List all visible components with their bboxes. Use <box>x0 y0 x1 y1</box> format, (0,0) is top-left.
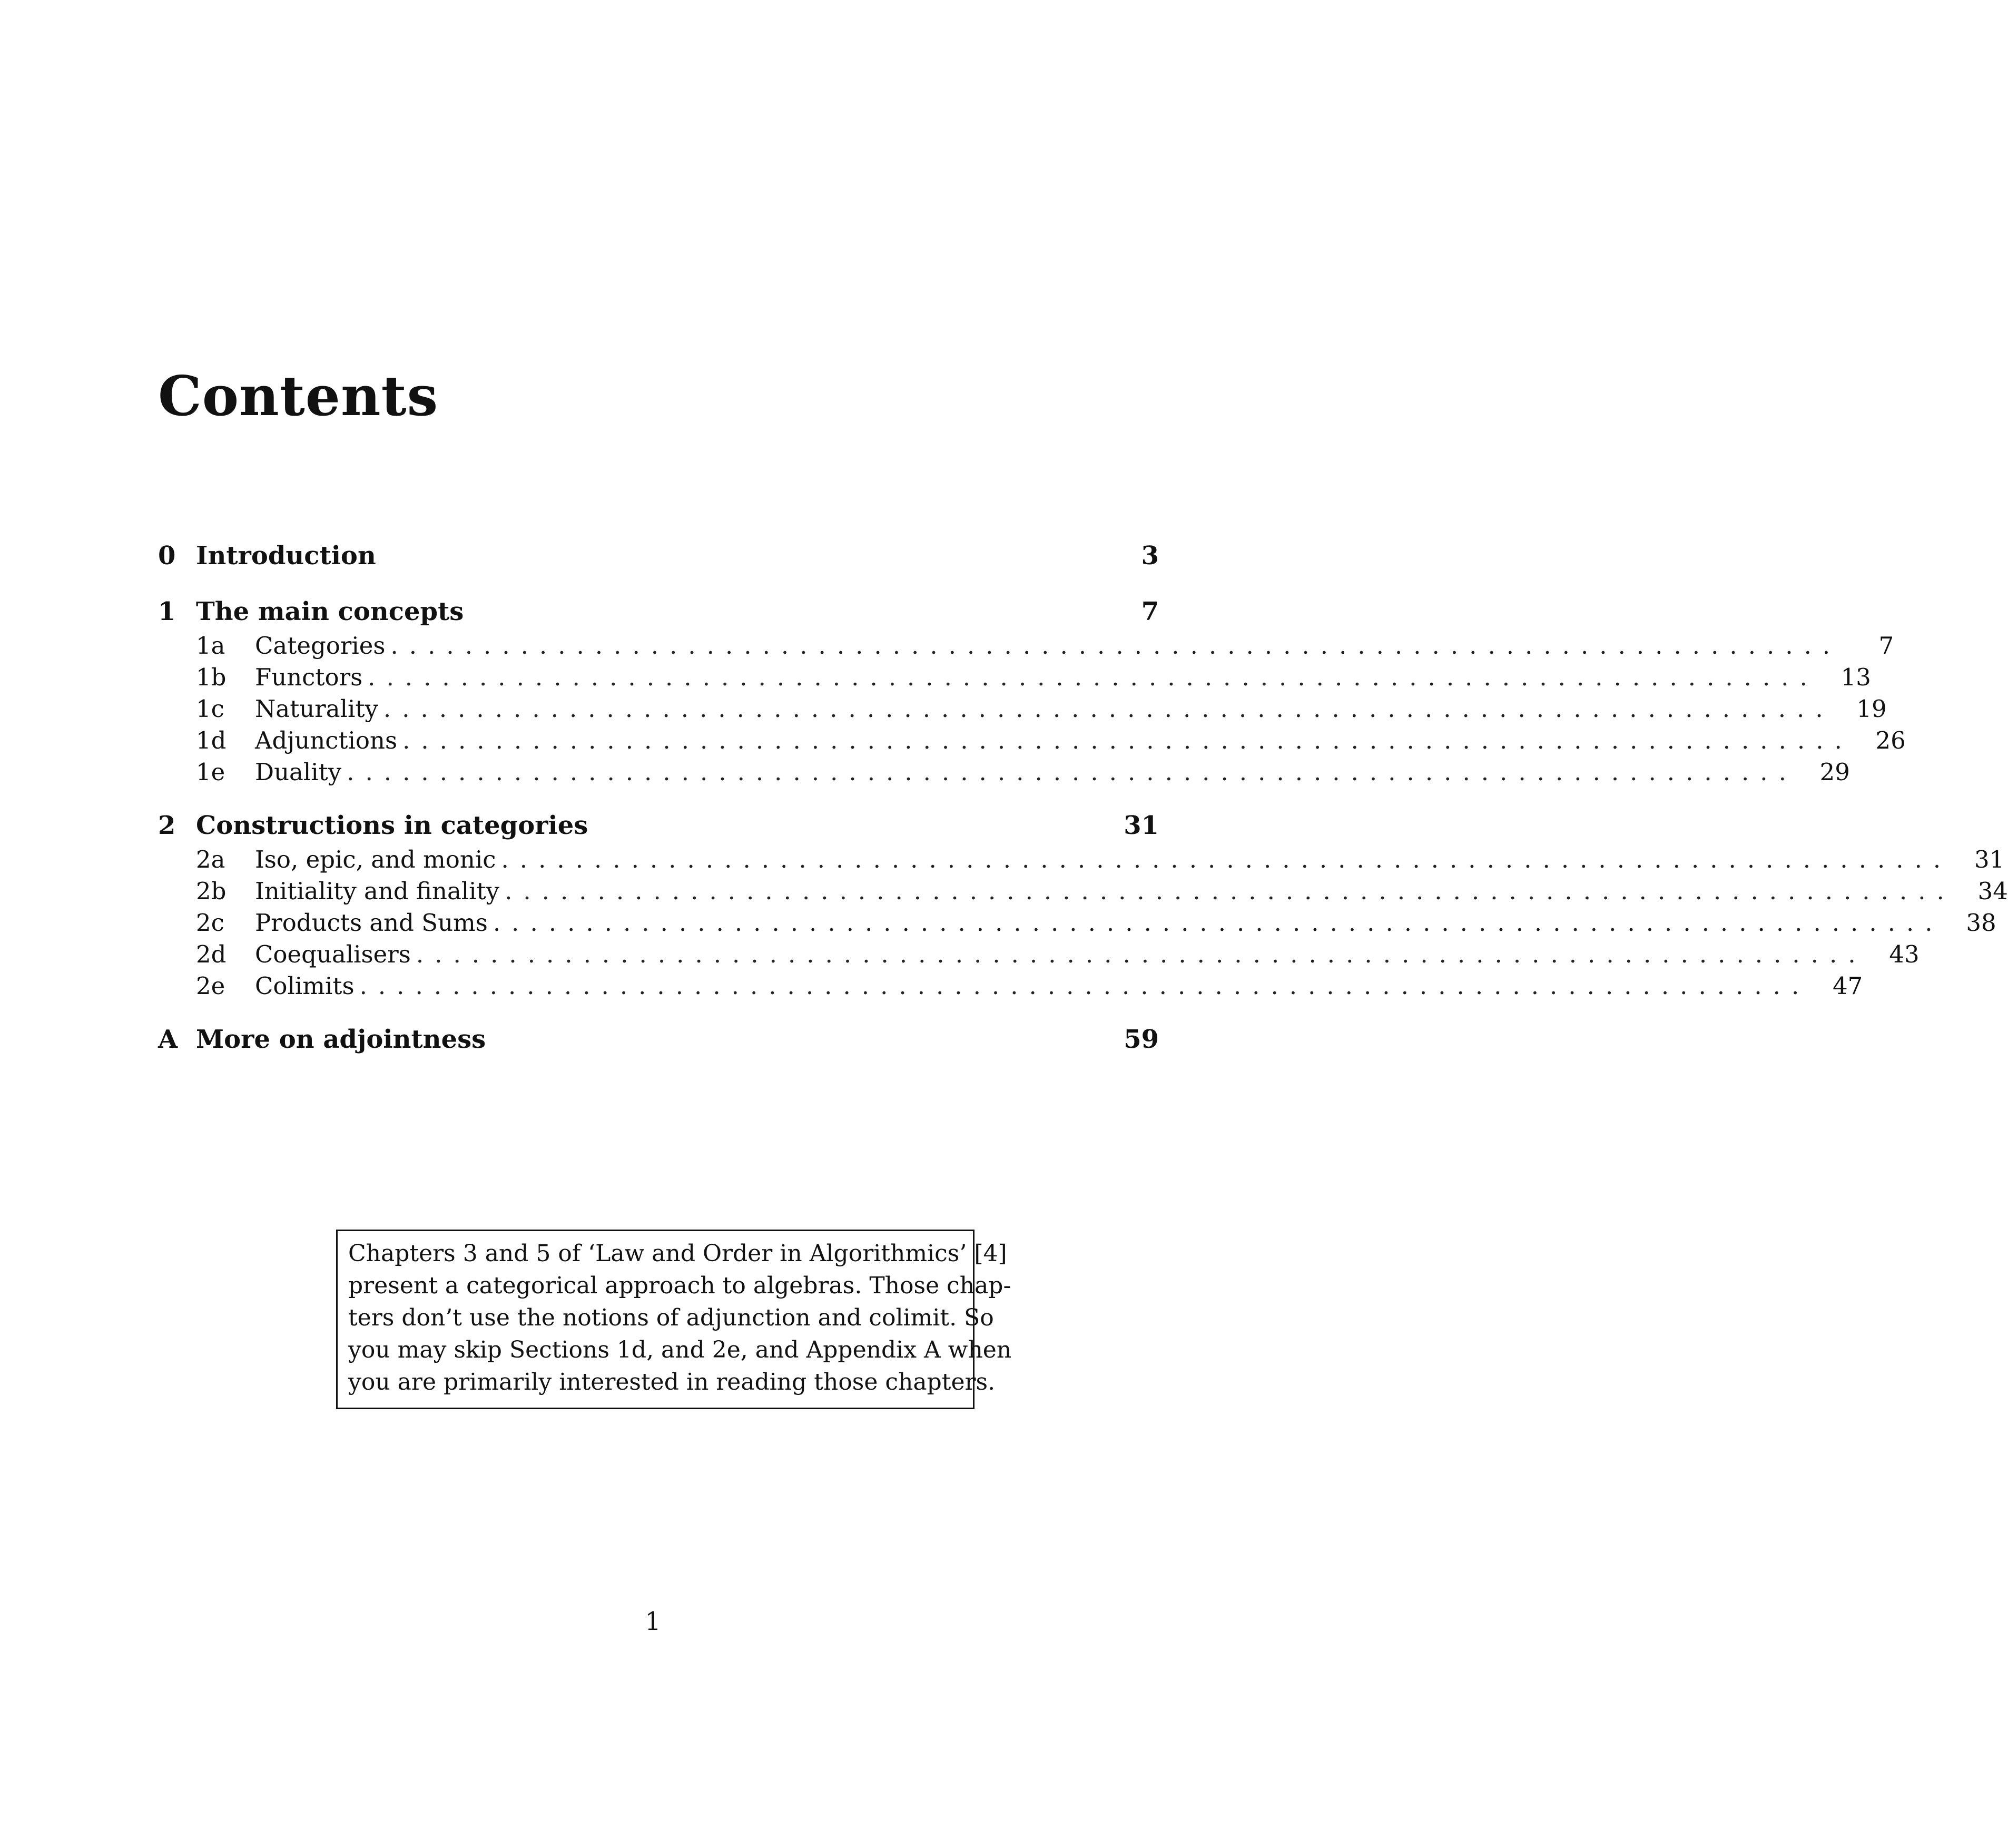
section-title: Naturality <box>255 695 378 723</box>
section-title: Functors <box>255 663 363 691</box>
section-page: 43 <box>1889 940 1920 968</box>
toc-chapter-1 <box>158 593 1906 788</box>
page-title: Contents <box>158 363 439 428</box>
dot-leader: .............................................................................. <box>359 972 1810 1000</box>
dot-leader: .............................................................................. <box>501 846 1952 873</box>
section-number: 2e <box>196 972 225 1000</box>
chapter-page: 31 <box>1124 811 1159 840</box>
toc-chapter-0 <box>158 537 1159 574</box>
chapter-title: Introduction <box>196 541 376 571</box>
note-line: Chapters 3 and 5 of ‘Law and Order in Algorithmics’ [4] <box>348 1240 1007 1267</box>
section-row[interactable] <box>158 970 1863 1002</box>
toc-chapter-2 <box>158 807 2008 1002</box>
chapter-number: 1 <box>158 597 176 626</box>
section-row[interactable] <box>158 693 1887 725</box>
chapter-title: The main concepts <box>196 597 464 626</box>
boxed-note <box>336 1230 1012 1409</box>
section-row[interactable] <box>158 907 1996 939</box>
section-page: 47 <box>1833 972 1863 1000</box>
section-page: 34 <box>1977 877 2008 905</box>
toc-appendix-a <box>158 1021 1159 1058</box>
dot-leader: .............................................................................. <box>416 940 1867 968</box>
section-title: Adjunctions <box>255 726 398 754</box>
section-row[interactable] <box>158 662 1871 693</box>
section-page: 19 <box>1856 695 1887 723</box>
section-title: Colimits <box>255 972 355 1000</box>
section-number: 2d <box>196 940 227 968</box>
section-title: Iso, epic, and monic <box>255 846 496 873</box>
section-number: 1b <box>196 663 227 691</box>
section-number: 1e <box>196 758 225 786</box>
chapter-row[interactable] <box>158 537 1159 574</box>
dot-leader: .............................................................................. <box>390 632 1842 660</box>
section-row[interactable] <box>158 630 1894 662</box>
section-page: 13 <box>1840 663 1871 691</box>
dot-leader: .............................................................................. <box>402 726 1853 754</box>
section-number: 1a <box>196 632 225 660</box>
section-row[interactable] <box>158 844 2005 876</box>
section-number: 1d <box>196 726 227 754</box>
chapter-page: 3 <box>1141 541 1159 571</box>
chapter-row[interactable] <box>158 593 1159 630</box>
chapter-page: 7 <box>1141 597 1159 626</box>
chapter-number: A <box>158 1025 178 1054</box>
section-title: Products and Sums <box>255 909 488 937</box>
section-number: 2a <box>196 846 225 873</box>
section-title: Coequalisers <box>255 940 411 968</box>
section-page: 31 <box>1974 846 2005 873</box>
section-number: 2c <box>196 909 224 937</box>
chapter-row[interactable] <box>158 807 1159 844</box>
section-page: 38 <box>1966 909 1996 937</box>
dot-leader: .............................................................................. <box>505 877 1955 905</box>
note-line: ters don’t use the notions of adjunction and colimit. So <box>348 1304 994 1331</box>
dot-leader: .............................................................................. <box>368 663 1818 691</box>
chapter-title: Constructions in categories <box>196 811 588 840</box>
table-of-contents <box>158 537 2008 1077</box>
section-row[interactable] <box>158 756 1850 788</box>
section-row[interactable] <box>158 876 2008 907</box>
chapter-row[interactable] <box>158 1021 1159 1058</box>
chapter-number: 2 <box>158 811 176 840</box>
note-line: you are primarily interested in reading those chapters. <box>348 1369 996 1395</box>
section-row[interactable] <box>158 725 1906 756</box>
section-number: 1c <box>196 695 224 723</box>
section-number: 2b <box>196 877 227 905</box>
section-page: 29 <box>1819 758 1850 786</box>
dot-leader: .............................................................................. <box>493 909 1944 937</box>
note-line: you may skip Sections 1d, and 2e, and Appendix A when <box>348 1336 1012 1363</box>
section-page: 7 <box>1878 632 1894 660</box>
dot-leader: .............................................................................. <box>383 695 1834 723</box>
page-number: 1 <box>645 1607 661 1636</box>
section-row[interactable] <box>158 939 1920 970</box>
section-title: Categories <box>255 632 386 660</box>
section-page: 26 <box>1875 726 1906 754</box>
note-line: present a categorical approach to algebras. Those chap- <box>348 1272 1011 1299</box>
chapter-title: More on adjointness <box>196 1025 486 1054</box>
chapter-number: 0 <box>158 541 176 571</box>
chapter-page: 59 <box>1124 1025 1159 1054</box>
dot-leader: .............................................................................. <box>347 758 1797 786</box>
section-title: Duality <box>255 758 342 786</box>
section-title: Initiality and finality <box>255 877 500 905</box>
